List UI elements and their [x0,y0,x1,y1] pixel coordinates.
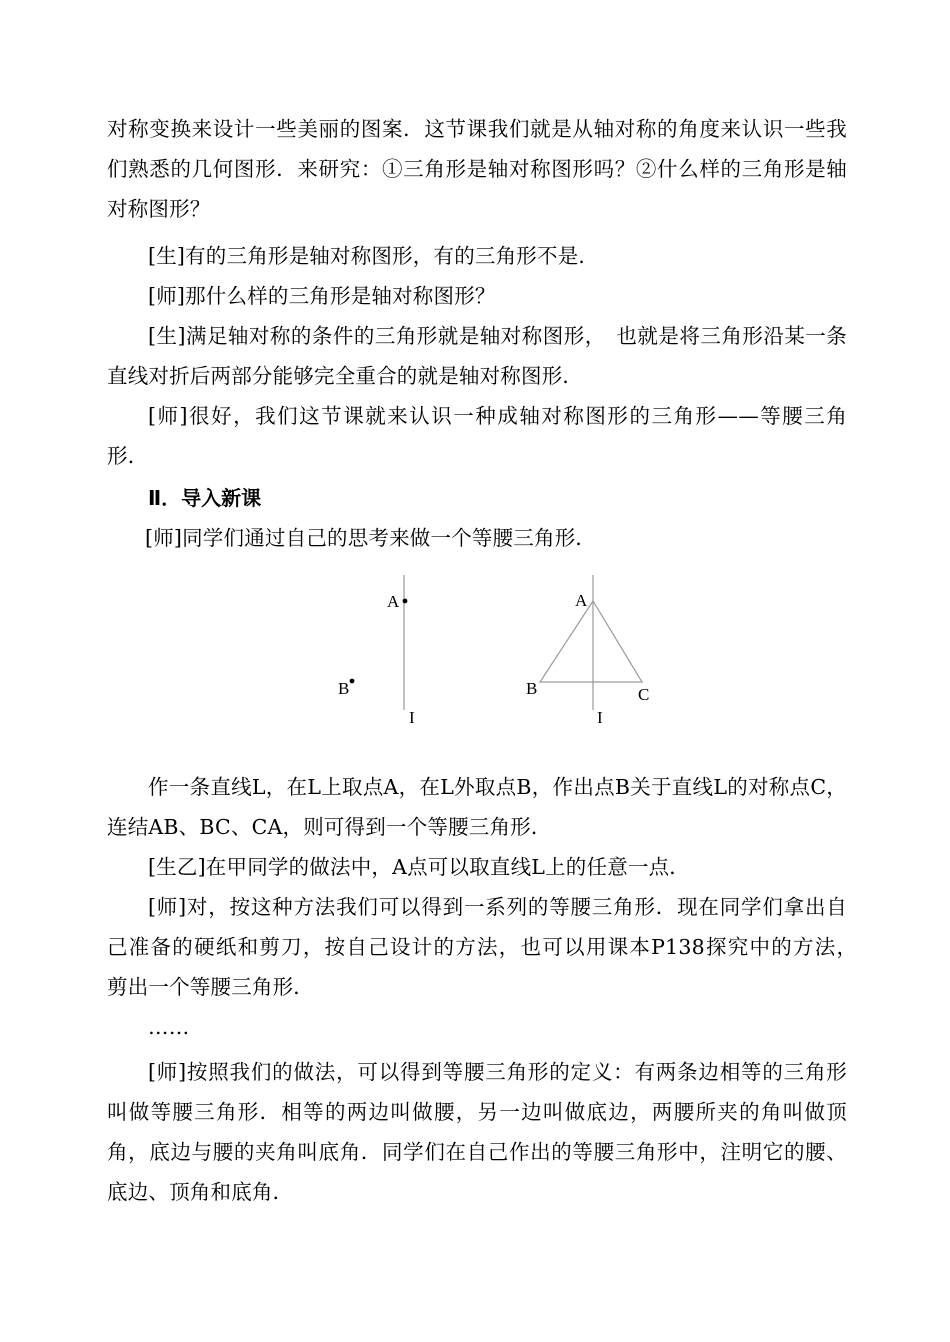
point-b-dot-left [350,679,355,684]
paragraph-student-yi: [生乙]在甲同学的做法中，A点可以取直线L上的任意一点． [148,855,691,879]
right-diagram [526,575,649,727]
paragraph-intro: 对称变换来设计一些美丽的图案．这节课我们就是从轴对称的角度来认识一些我们熟悉的几何图形．来研究：①三角形是轴对称图形吗？②什么样的三角形是轴对称图形？ [107,117,847,221]
construction-figure [320,570,680,740]
paragraph-student-answer: [生]有的三角形是轴对称图形，有的三角形不是． [148,244,600,268]
label-c-right: C [638,685,650,704]
label-line-left: I [409,708,415,727]
paragraph-definition: [师]按照我们的做法，可以得到等腰三角形的定义：有两条边相等的三角形叫做等腰三角形．相等的两边叫做腰，另一边叫做底边，两腰所夹的角叫做顶角，底边与腰的夹角叫底角．同学们在自己作出的等腰三角形中，注明它的腰、底边、顶角和底角． [107,1060,847,1204]
paragraph-teacher-cutout: [师]对，按这种方法我们可以得到一系列的等腰三角形．现在同学们拿出自己准备的硬纸和剪刀，按自己设计的方法，也可以用课本P138探究中的方法， 剪出一个等腰三角形． [107,895,868,999]
label-a-left: A [387,592,400,611]
label-a-right: A [575,591,588,610]
label-line-right: I [597,708,603,727]
left-diagram [338,575,415,727]
section-heading: Ⅱ．导入新课 [148,486,262,510]
isosceles-triangle [540,601,642,682]
paragraph-student-explanation: [生]满足轴对称的条件的三角形就是轴对称图形， 也就是将三角形沿某一条直线对折后两部分能够完全重合的就是轴对称图形． [107,324,847,388]
label-b-right: B [526,679,538,698]
paragraph-teacher-intro-isosceles: [师]很好，我们这节课就来认识一种成轴对称图形的三角形——等腰三角形． [107,404,847,468]
paragraph-teacher-task: [师]同学们通过自己的思考来做一个等腰三角形． [145,526,597,550]
paragraph-teacher-question: [师]那什么样的三角形是轴对称图形？ [148,284,496,308]
paragraph-construction-steps: 作一条直线L，在L上取点A，在L外取点B，作出点B关于直线L的对称点C，连结AB、BC、CA，则可得到一个等腰三角形． [107,775,847,839]
point-a-dot-left [403,599,408,604]
ellipsis: …… [148,1015,190,1039]
label-b-left: B [338,679,350,698]
